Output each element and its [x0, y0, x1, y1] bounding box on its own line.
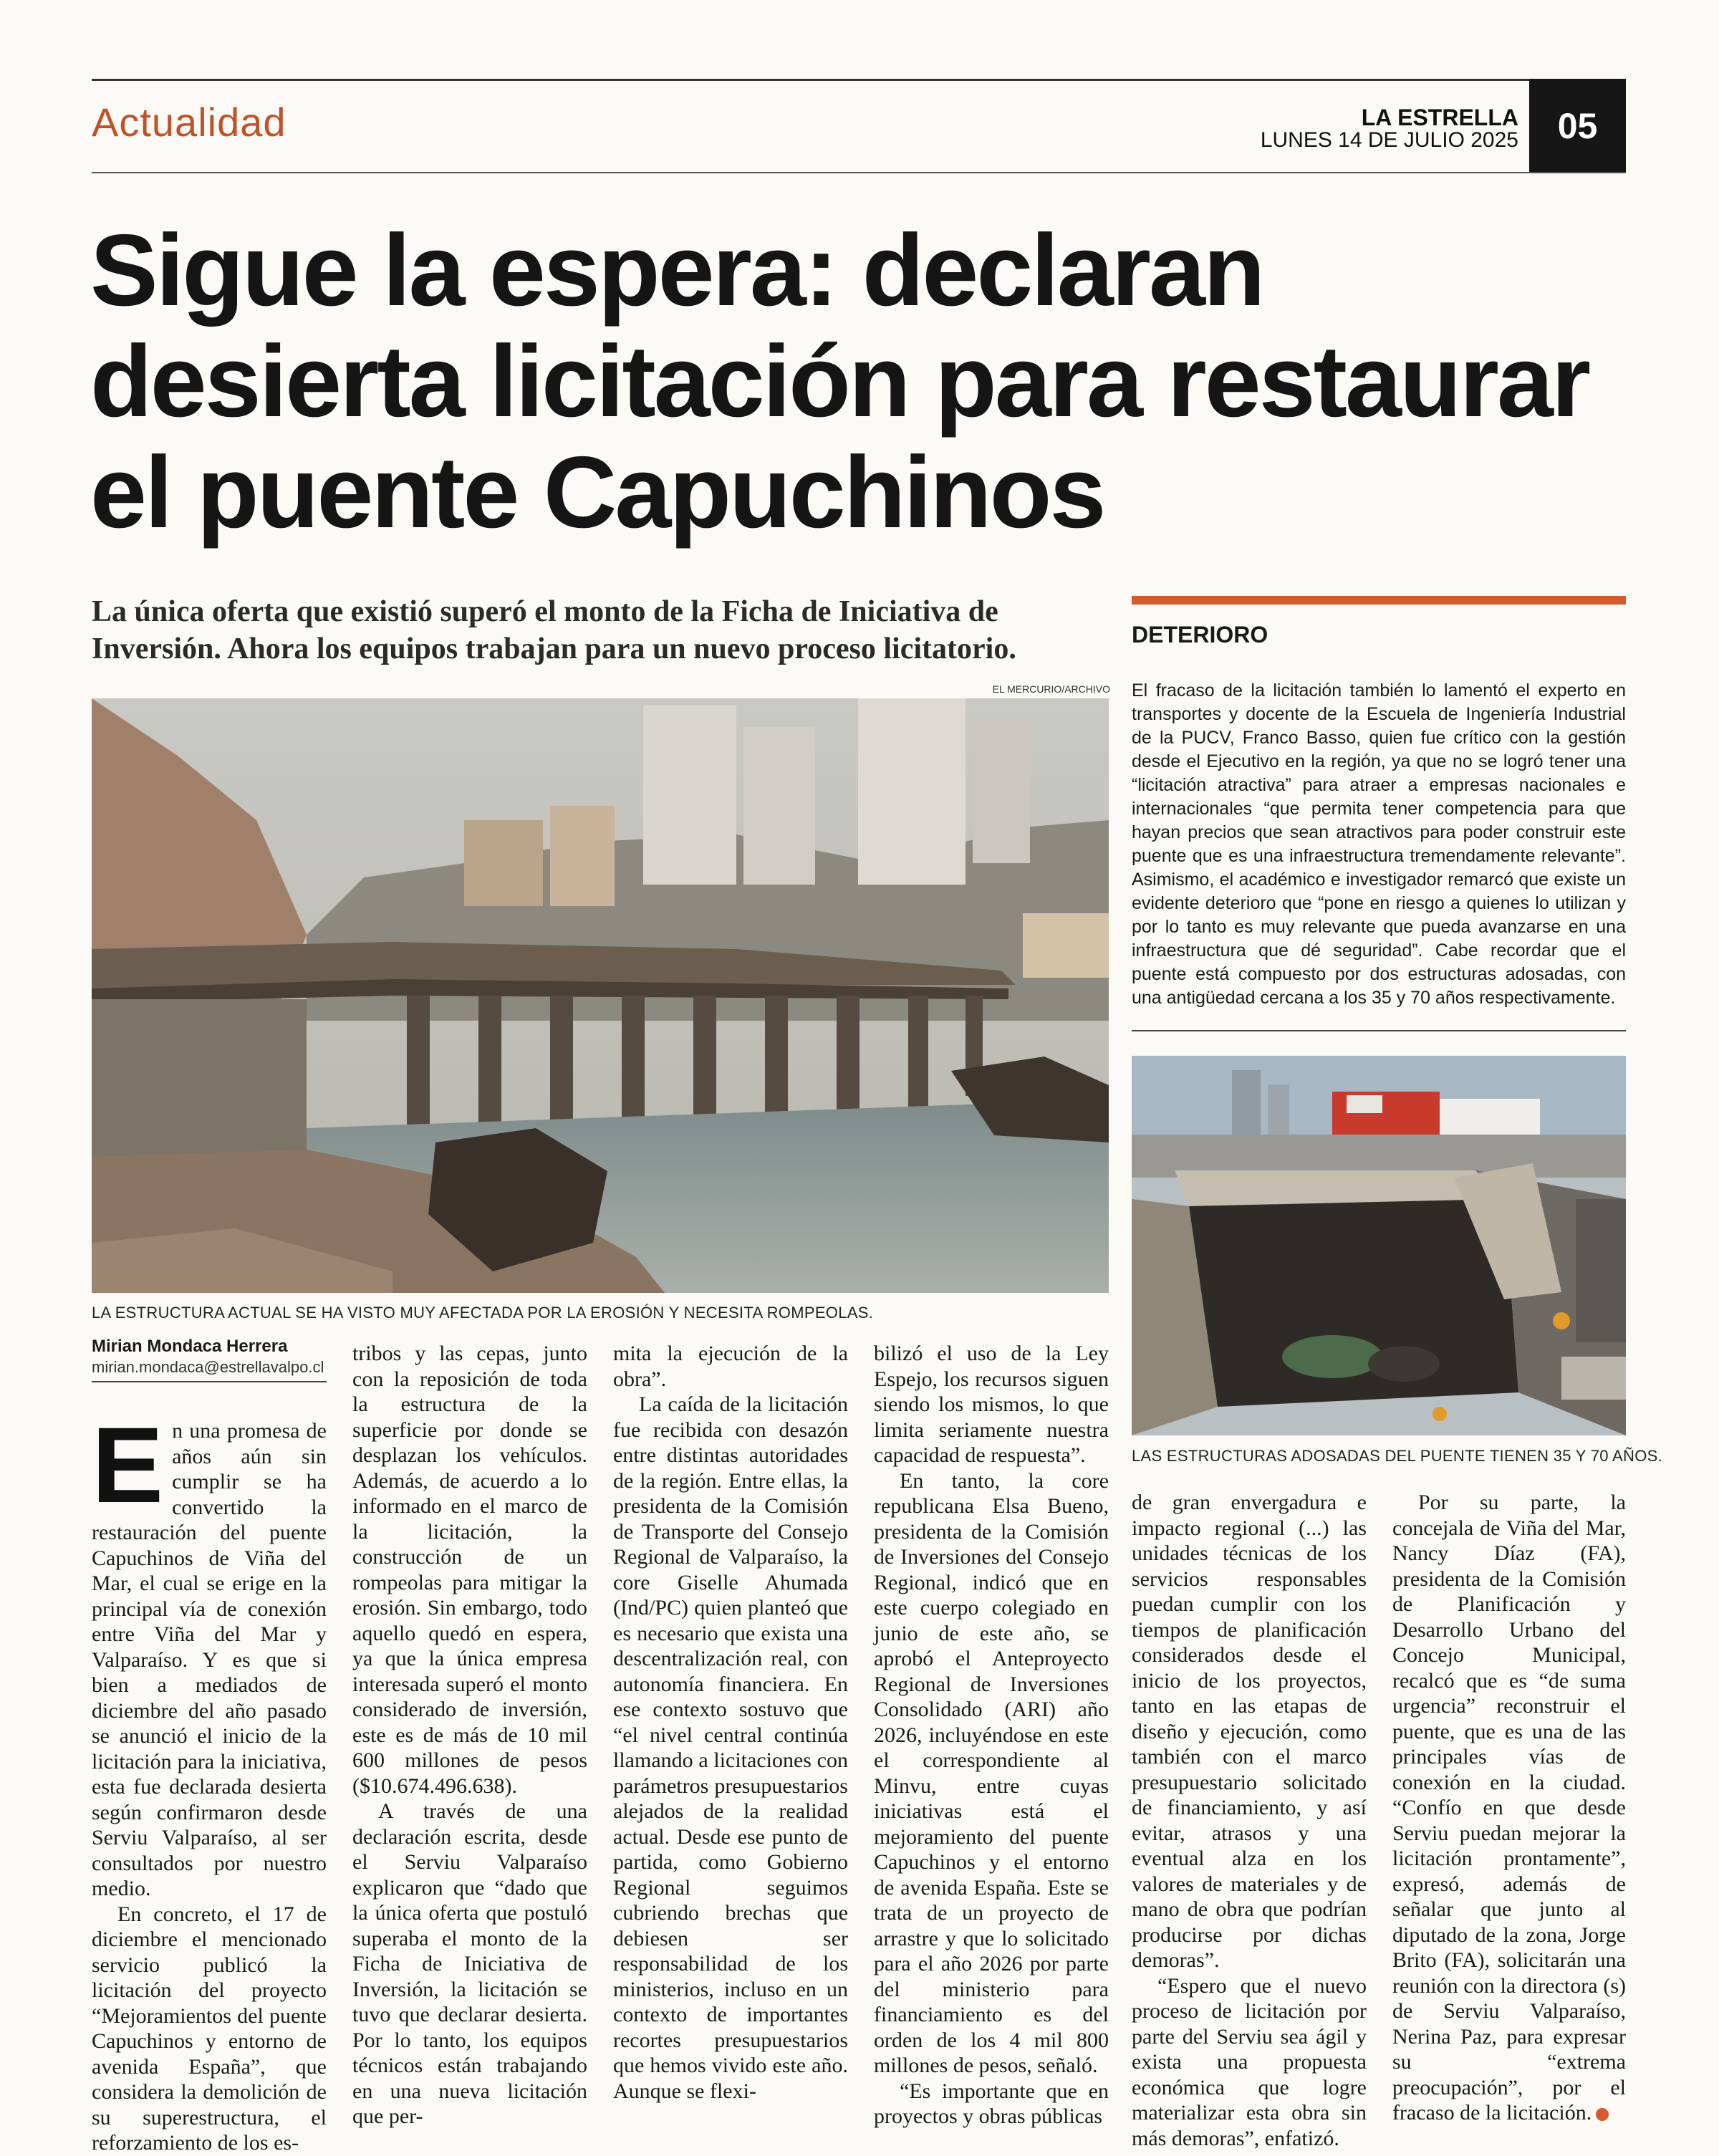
- photo-credit: EL MERCURIO/ARCHIVO: [992, 683, 1110, 695]
- header-top-rule: [92, 79, 1626, 81]
- page-number: 05: [1529, 79, 1626, 173]
- sidebar-rule: [1132, 1030, 1626, 1031]
- bridge-photo: [92, 698, 1109, 1293]
- body-column-4: [874, 1341, 1109, 2129]
- paragraph: “Es importante que en proyectos y obras públicas: [874, 2079, 1109, 2128]
- issue-date: LUNES 14 DE JULIO 2025: [1260, 128, 1518, 152]
- paragraph: En concreto, el 17 de diciembre el mencionado servicio publicó la licitación del proyecto “Mejoramientos del puente Capuchinos y entorno de avenida España”, que considera la demolición de su superestructura, el reforzamiento de los es-: [92, 1902, 327, 2155]
- body-column-3: [613, 1341, 848, 2104]
- drop-cap: E: [92, 1405, 164, 1525]
- paragraph: En tanto, la core republicana Elsa Bueno, presidenta de la Comisión de Inversiones del Consejo Regional, indicó que en este cuerpo colegiado en junio de este año, se aprobó el Anteproyecto Regional de Inversiones Consolidado (ARI) año 2026, incluyéndose en este el correspondiente al Minvu, entre cuyas iniciativas está el mejoramiento del puente Capuchinos y el entorno de avenida España. Este se trata de un proyecto de arrastre y que lo solicitado para el año 2026 por parte del ministerio para financiamiento es del orden de los 4 mil 800 millones de pesos, señaló.: [874, 1468, 1109, 2077]
- paragraph: [1392, 1490, 1626, 2126]
- paragraph: bilizó el uso de la Ley Espejo, los recursos siguen siendo los mismos, lo que limita seriamente nuestra capacidad de respuesta”.: [874, 1342, 1109, 1467]
- author-email[interactable]: mirian.mondaca@estrellavalpo.cl: [92, 1358, 324, 1376]
- body-column-5: [1132, 1490, 1367, 2151]
- paragraph-text: Por su parte, la concejala de Viña del Mar, Nancy Díaz (FA), presidenta de la Comisión de Planificación y Desarrollo Urbano del Concejo Municipal, recalcó que es “de suma urgencia” reconstruir el puente, que es una de las principales vías de conexión en la ciudad. “Confío en que desde Serviu puedan mejorar la licitación prontamente”, expresó, además de señalar que junto al diputado de la zona, Jorge Brito (FA), solicitarán una reunión con la directora (s) de Serviu Valparaíso, Nerina Paz, para expresar su “extrema preocupación”, por el fracaso de la licitación.: [1392, 1491, 1626, 2124]
- byline-rule: [92, 1381, 327, 1382]
- paragraph: tribos y las cepas, junto con la reposición de toda la estructura de la superficie por donde se desplazan los vehículos. Además, de acuerdo a lo informado en el marco de la licitación, la construcción de un rompeolas para mitigar la erosión. Sin embargo, todo aquello quedó en espera, ya que la única empresa interesada superó el monto considerado de inversión, este es de más de 10 mil 600 millones de pesos ($10.674.496.638).: [352, 1342, 587, 1798]
- paragraph: de gran envergadura e impacto regional (...) las unidades técnicas de los servicios responsables puedan cumplir con los tiempos de planificación considerados desde el inicio de los proyectos, tanto en las etapas de diseño y ejecución, como también con el marco presupuestario solicitado de financiamiento, y así evitar, atrasos y una eventual alza en los valores de materiales y de mano de obra que podrían producirse por dichas demoras”.: [1132, 1491, 1367, 1972]
- sidebar-photo-caption: LAS ESTRUCTURAS ADOSADAS DEL PUENTE TIENEN 35 Y 70 AÑOS.: [1132, 1447, 1663, 1465]
- paragraph: n una promesa de años aún sin cumplir se ha convertido la restauración del puente Capuchinos de Viña del Mar, el cual se erige en la principal vía de conexión entre Viña del Mar y Valparaíso. Y es que si bien a mediados de diciembre del año pasado se anunció el inicio de la licitación para la iniciativa, esta fue declarada desierta según confirmaron desde Serviu Valparaíso, al ser consultados por nuestro medio.: [92, 1419, 327, 1900]
- paragraph: La caída de la licitación fue recibida con desazón entre distintas autoridades de la región. Entre ellas, la presidenta de la Comisión de Transporte del Consejo Regional de Valparaíso, la core Giselle Ahumada (Ind/PC) quien planteó que es necesario que exista una descentralización real, con autonomía financiera. En ese contexto sostuvo que “el nivel central continúa llamando a licitaciones con parámetros presupuestarios alejados de la realidad actual. Desde ese punto de partida, como Gobierno Regional seguimos cubriendo brechas que debiesen ser responsabilidad de los ministerios, incluso en un contexto de importantes recortes presupuestarios que hemos vivido este año. Aunque se flexi-: [613, 1392, 848, 2103]
- header-bottom-rule: [92, 172, 1626, 173]
- photo-caption: LA ESTRUCTURA ACTUAL SE HA VISTO MUY AFECTADA POR LA EROSIÓN Y NECESITA ROMPEOLAS.: [92, 1304, 874, 1322]
- masthead: [1261, 106, 1518, 152]
- section-label: Actualidad: [92, 100, 286, 145]
- sidebar-title: DETERIORO: [1132, 622, 1268, 648]
- body-column-6: [1392, 1490, 1626, 2126]
- paragraph: A través de una declaración escrita, desde el Serviu Valparaíso explicaron que “dado que la única oferta que postuló superaba el monto de la Ficha de Iniciativa de Inversión, la licitación se tuvo que declarar desierta. Por lo tanto, los equipos técnicos están trabajando en una nueva licitación que per-: [352, 1799, 587, 2128]
- paragraph: “Espero que el nuevo proceso de licitación por parte del Serviu sea ágil y exista una propuesta económica que logre materializar esta obra sin más demoras”, enfatizó.: [1132, 1973, 1367, 2150]
- end-mark-icon: [1596, 2108, 1609, 2121]
- body-column-1: [92, 1405, 327, 2156]
- sidebar-body: El fracaso de la licitación también lo lamentó el experto en transportes y docente de la Escuela de Ingeniería Industrial de la PUCV, Franco Basso, quien fue crítico con la gestión desde el Ejecutivo en la región, ya que no se logró tener una “licitación atractiva” para atraer a empresas nacionales e internacionales “que permita tener competencia para que hayan precios que sean atractivos para poder construir este puente que es una infraestructura tremendamente relevante”. Asimismo, el académico e investigador remarcó que existe un evidente deterioro que “pone en riesgo a quienes lo utilizan y por lo tanto es muy relevante que pueda avanzarse en una infraestructura que dé seguridad”. Cabe recordar que el puente está compuesto por dos estructuras adosadas, con una antigüedad cercana a los 35 y 70 años respectivamente.: [1132, 680, 1626, 1008]
- sidebar-accent-bar: [1132, 596, 1626, 605]
- bridge-structures-photo: [1132, 1056, 1626, 1435]
- body-column-2: [352, 1341, 587, 2129]
- paper-name: LA ESTRELLA: [1361, 105, 1518, 130]
- headline: Sigue la espera: declaran desierta licitación para restaurar el puente Capuchinos: [90, 213, 1589, 549]
- paragraph: mita la ejecución de la obra”.: [613, 1342, 848, 1391]
- dek: La única oferta que existió superó el monto de la Ficha de Iniciativa de Inversión. Ahora los equipos trabajan para un nuevo proceso licitatorio.: [92, 595, 1016, 665]
- author-name: Mirian Mondaca Herrera: [92, 1337, 288, 1356]
